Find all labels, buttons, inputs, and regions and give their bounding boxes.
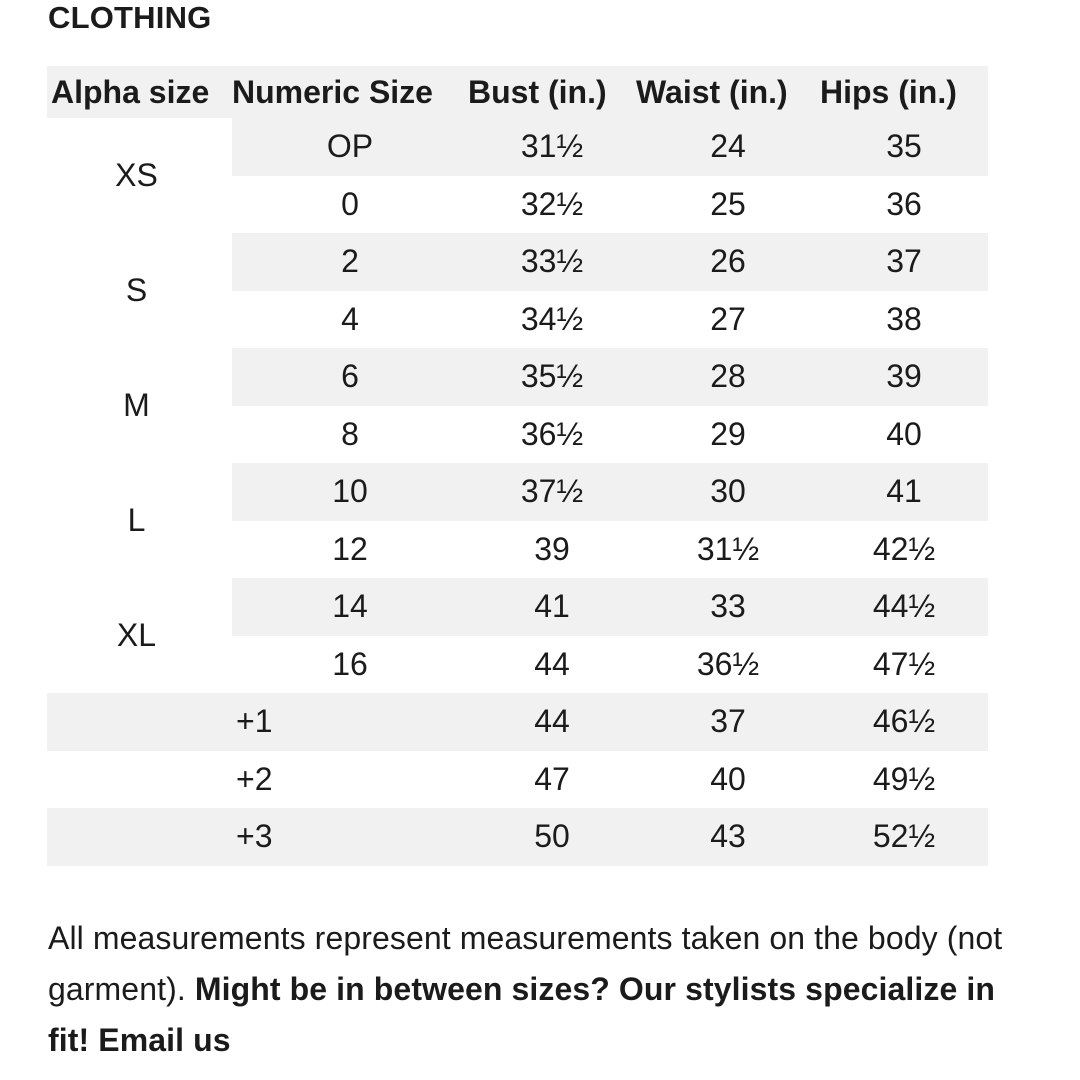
section-title: CLOTHING [48,0,212,35]
numeric-size-cell: OP [232,118,468,176]
table-row [47,118,988,176]
hips-cell: 40 [886,415,922,452]
alpha-size-cell: M [47,348,232,463]
hips-cell: 35 [820,118,988,176]
hips-cell: 38 [886,300,922,337]
bust-cell: 32½ [520,185,584,222]
table-row [47,233,988,291]
numeric-size-cell: 14 [232,578,468,636]
alpha-size-cell: XS [47,118,232,233]
table-row-plus [47,751,988,809]
alpha-size-cell: XL [47,578,232,693]
hips-cell: 42½ [872,530,936,567]
numeric-size-cell: +2 [236,760,273,797]
bust-cell: 33½ [468,233,636,291]
waist-cell: 29 [710,415,746,452]
numeric-size-cell: +3 [232,808,468,866]
numeric-size-cell: 0 [341,185,359,222]
hips-cell: 49½ [872,760,936,797]
alpha-size-cell [47,751,232,809]
waist-cell: 24 [636,118,820,176]
hips-cell: 47½ [872,645,936,682]
bust-cell: 50 [468,808,636,866]
hips-cell: 44½ [820,578,988,636]
waist-cell: 40 [710,760,746,797]
waist-cell: 43 [636,808,820,866]
waist-cell: 33 [636,578,820,636]
bust-cell: 34½ [520,300,584,337]
bust-cell: 37½ [468,463,636,521]
numeric-size-cell: 2 [232,233,468,291]
header-bust: Bust (in.) [468,66,636,118]
bust-cell: 44 [534,645,570,682]
table-row [47,578,988,636]
hips-cell: 41 [820,463,988,521]
bust-cell: 47 [534,760,570,797]
hips-cell: 46½ [820,693,988,751]
hips-cell: 52½ [820,808,988,866]
waist-cell: 28 [636,348,820,406]
header-hips: Hips (in.) [820,66,988,118]
waist-cell: 26 [636,233,820,291]
alpha-size-cell: L [47,463,232,578]
alpha-size-cell [47,693,232,751]
waist-cell: 27 [710,300,746,337]
bust-cell: 35½ [468,348,636,406]
hips-cell: 36 [886,185,922,222]
table-row-plus [47,693,988,751]
numeric-size-cell: 6 [232,348,468,406]
bust-cell: 41 [468,578,636,636]
waist-cell: 36½ [696,645,760,682]
header-waist: Waist (in.) [636,66,820,118]
table-row [47,348,988,406]
table-body [47,118,988,866]
waist-cell: 37 [636,693,820,751]
measurement-note [48,913,1008,1066]
header-numeric-size: Numeric Size [232,66,468,118]
table-row [47,463,988,521]
bust-cell: 39 [534,530,570,567]
note-bold-text: Might be in between sizes? Our stylists specialize in fit! Email us [48,971,996,1058]
table-header-row [47,66,988,118]
bust-cell: 36½ [520,415,584,452]
note-plain-text: All measurements represent measurements taken on the body (not garment). [48,920,1003,1007]
numeric-size-cell: 8 [341,415,359,452]
waist-cell: 25 [710,185,746,222]
alpha-size-cell: S [47,233,232,348]
alpha-size-cell [47,808,232,866]
hips-cell: 37 [820,233,988,291]
table-row-plus [47,808,988,866]
numeric-size-cell: +1 [232,693,468,751]
numeric-size-cell: 16 [332,645,368,682]
bust-cell: 31½ [468,118,636,176]
numeric-size-cell: 4 [341,300,359,337]
hips-cell: 39 [820,348,988,406]
numeric-size-cell: 10 [232,463,468,521]
size-chart-table [47,66,988,866]
numeric-size-cell: 12 [332,530,368,567]
waist-cell: 31½ [696,530,760,567]
waist-cell: 30 [636,463,820,521]
header-alpha-size: Alpha size [47,66,232,118]
bust-cell: 44 [468,693,636,751]
